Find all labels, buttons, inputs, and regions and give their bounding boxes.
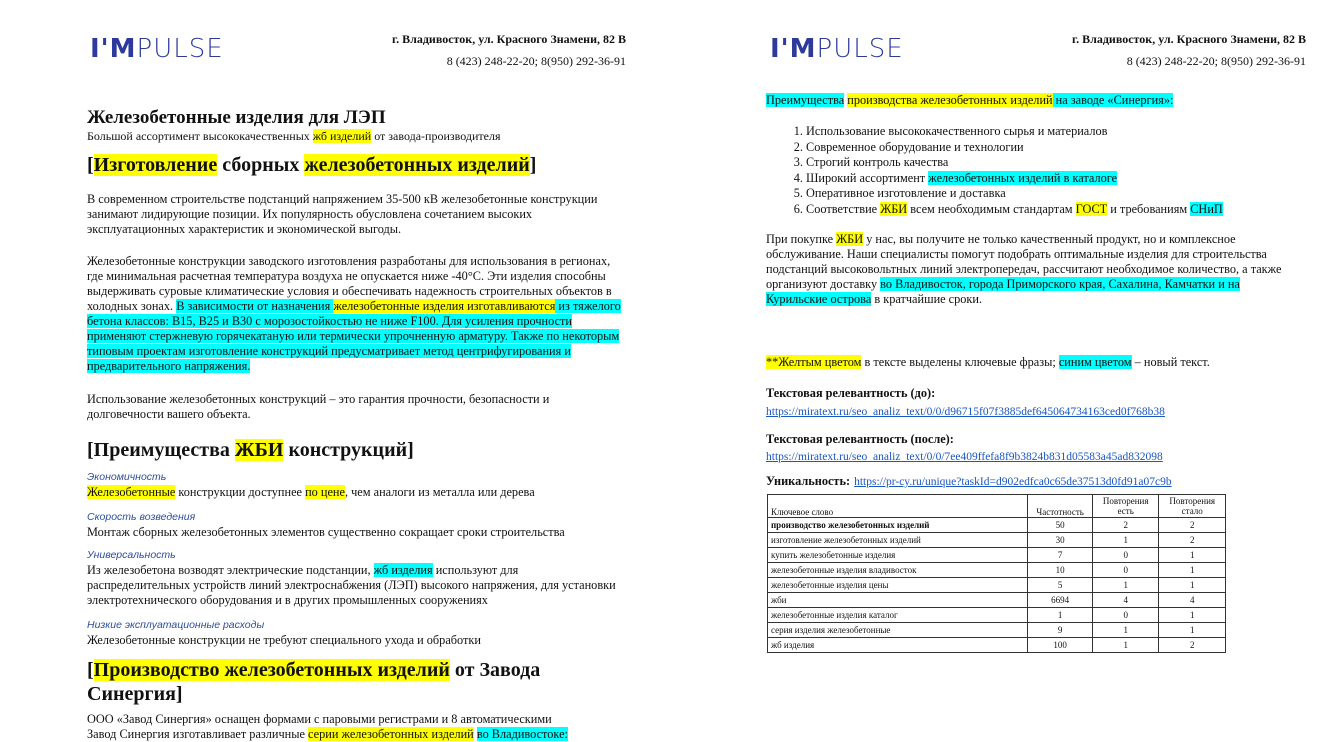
advantage-label: Низкие эксплуатационные расходы xyxy=(87,619,265,631)
cell-repeats-after: 1 xyxy=(1159,608,1226,623)
table-row xyxy=(768,548,1226,563)
uniqueness-link[interactable]: https://pr-cy.ru/unique?taskId=d902edfca0c65de37513d0fd91a07c9b xyxy=(854,476,1172,488)
section-heading-advantages: [Преимущества ЖБИ конструкций] xyxy=(87,439,414,461)
cell-frequency: 1 xyxy=(1028,608,1093,623)
paragraph-intro: В современном строительстве подстанций напряжением 35-500 кВ железобетонные конструкции занимают лидирующие позиции. Их популярность обусловлена сочетанием высоких эксплуатационных характеристик и экономической выгоды. xyxy=(87,192,598,236)
cell-keyword: жб изделия xyxy=(768,638,1028,653)
paragraph-conditions: Железобетонные конструкции заводского изготовления разработаны для использования в регионах, где минимальная расчетная температура воздуха не опускается ниже -40°С. Эти изделия способны выдерживать суровые климатические условия и обеспечивать надежность строительных объектов в холодных зонах. В зависимости от назначения железобетонные изделия изготавливаются из тяжелого бетона классов: В15, В25 и В30 с морозостойкостью не ниже F100. Для усиления прочности применяют стержневую горячекатаную или термически упрочненную арматуру. Также по некоторым типовым проектам изготовление конструкций предусматривает метод центрифугирования и предварительного напряжения. xyxy=(87,254,621,373)
advantage-label: Универсальность xyxy=(87,549,176,561)
cell-repeats-after: 1 xyxy=(1159,563,1226,578)
list-item: 6. Соответствие ЖБИ всем необходимым стандартам ГОСТ и требованиям СНиП xyxy=(806,202,1326,218)
cell-keyword: изготовление железобетонных изделий xyxy=(768,533,1028,548)
paragraph-guarantee: Использование железобетонных конструкций – это гарантия прочности, безопасности и долговечности вашего объекта. xyxy=(87,392,550,421)
section-heading-production: [Производство железобетонных изделий от Завода Синергия] xyxy=(87,659,541,705)
paragraph-purchase: При покупке ЖБИ у нас, вы получите не только качественный продукт, но и комплексное обслуживание. Наши специалисты помогут подобрать оптимальные изделия для строительства подстанций высоковольтных линий электропередач, рассчитают необходимое количество, а также организуют доставку во Владивосток, города Приморского края, Сахалина, Камчатки и на Курильские острова в кратчайшие сроки. xyxy=(766,232,1282,306)
advantage-text: Железобетонные конструкции не требуют специального ухода и обработки xyxy=(87,633,481,647)
column-header-frequency: Частотность xyxy=(1028,495,1093,518)
advantage-text: Из железобетона возводят электрические подстанции, жб изделия используют для распределительных устройств линий электроснабжения (ЛЭП) высокого напряжения, для установки электротехнического оборудования и в других промышленных сооружениях xyxy=(87,563,616,607)
relevance-before-label: Текстовая релевантность (до): xyxy=(766,386,936,400)
section-heading-manufacturing: [Изготовление сборных железобетонных изделий] xyxy=(87,154,537,176)
phones: 8 (423) 248-22-20; 8(950) 292-36-91 xyxy=(446,54,626,68)
cell-repeats-after: 4 xyxy=(1159,593,1226,608)
relevance-before-link[interactable]: https://miratext.ru/seo_analiz_text/0/0/d96715f07f3885def645064734163ced0f768b38 xyxy=(766,406,1165,418)
table-row xyxy=(768,533,1226,548)
table-row xyxy=(768,518,1226,533)
uniqueness-line: Уникальность: https://pr-cy.ru/unique?taskId=d902edfca0c65de37513d0fd91a07c9b xyxy=(766,474,1172,488)
cell-keyword: железобетонные изделия каталог xyxy=(768,608,1028,623)
cell-repeats-before: 0 xyxy=(1092,608,1159,623)
column-header-repeats-before: Повторения есть xyxy=(1092,495,1159,518)
list-item: 3. Строгий контроль качества xyxy=(806,155,1326,171)
cell-repeats-before: 4 xyxy=(1092,593,1159,608)
cell-repeats-after: 1 xyxy=(1159,548,1226,563)
cell-frequency: 10 xyxy=(1028,563,1093,578)
relevance-after-link-wrap xyxy=(766,447,1163,465)
cell-repeats-before: 0 xyxy=(1092,563,1159,578)
cell-keyword: железобетонные изделия владивосток xyxy=(768,563,1028,578)
cell-frequency: 6694 xyxy=(1028,593,1093,608)
company-logo: I'MPULSE xyxy=(90,34,224,64)
cell-repeats-before: 1 xyxy=(1092,578,1159,593)
paragraph-factory: ООО «Завод Синергия» оснащен формами с паровыми регистрами и 8 автоматическими Завод Синергия изготавливает различные серии железобетонных изделий во Владивостоке: xyxy=(87,712,568,741)
table-row xyxy=(768,638,1226,653)
column-header-repeats-after: Повторения стало xyxy=(1159,495,1226,518)
cell-repeats-before: 1 xyxy=(1092,623,1159,638)
table-row xyxy=(768,608,1226,623)
cell-frequency: 50 xyxy=(1028,518,1093,533)
table-row xyxy=(768,593,1226,608)
list-item: 5. Оперативное изготовление и доставка xyxy=(806,186,1326,202)
column-header-keyword: Ключевое слово xyxy=(768,495,1028,518)
document-subtitle: Большой ассортимент высококачественных жб изделий от завода-производителя xyxy=(87,129,501,143)
cell-repeats-after: 1 xyxy=(1159,623,1226,638)
company-logo: I'MPULSE xyxy=(770,34,904,64)
advantages-intro: Преимущества производства железобетонных изделий на заводе «Синергия»: xyxy=(766,93,1174,107)
cell-keyword: железобетонные изделия цены xyxy=(768,578,1028,593)
list-item: 2. Современное оборудование и технологии xyxy=(806,140,1326,156)
advantage-label: Экономичность xyxy=(87,471,167,483)
cell-frequency: 7 xyxy=(1028,548,1093,563)
cell-repeats-after: 2 xyxy=(1159,533,1226,548)
cell-repeats-after: 2 xyxy=(1159,638,1226,653)
cell-keyword: производство железобетонных изделий xyxy=(768,518,1028,533)
cell-frequency: 100 xyxy=(1028,638,1093,653)
advantages-list xyxy=(766,124,1326,217)
cell-keyword: купить железобетонные изделия xyxy=(768,548,1028,563)
address: г. Владивосток, ул. Красного Знамени, 82 В xyxy=(392,32,626,46)
list-item: 4. Широкий ассортимент железобетонных изделий в каталоге xyxy=(806,171,1326,187)
cell-repeats-before: 1 xyxy=(1092,533,1159,548)
cell-frequency: 9 xyxy=(1028,623,1093,638)
table-header-row xyxy=(768,495,1226,518)
cell-repeats-before: 2 xyxy=(1092,518,1159,533)
cell-repeats-after: 2 xyxy=(1159,518,1226,533)
table-row xyxy=(768,563,1226,578)
contact-block xyxy=(330,28,626,72)
cell-frequency: 5 xyxy=(1028,578,1093,593)
cell-repeats-before: 1 xyxy=(1092,638,1159,653)
advantage-text: Монтаж сборных железобетонных элементов существенно сокращает сроки строительства xyxy=(87,525,565,539)
address: г. Владивосток, ул. Красного Знамени, 82 В xyxy=(1072,32,1306,46)
relevance-after-label: Текстовая релевантность (после): xyxy=(766,432,954,446)
advantage-text: Железобетонные конструкции доступнее по цене, чем аналоги из металла или дерева xyxy=(87,485,535,499)
cell-repeats-after: 1 xyxy=(1159,578,1226,593)
keyword-table xyxy=(767,494,1226,653)
document-page-left xyxy=(0,0,670,741)
document-title: Железобетонные изделия для ЛЭП xyxy=(87,107,386,128)
relevance-before-link-wrap xyxy=(766,402,1165,420)
document-page-right xyxy=(680,0,1340,741)
table-row xyxy=(768,623,1226,638)
list-item: 1. Использование высококачественного сырья и материалов xyxy=(806,124,1326,140)
cell-frequency: 30 xyxy=(1028,533,1093,548)
cell-keyword: жби xyxy=(768,593,1028,608)
cell-keyword: серия изделия железобетонные xyxy=(768,623,1028,638)
phones: 8 (423) 248-22-20; 8(950) 292-36-91 xyxy=(1126,54,1306,68)
contact-block xyxy=(1010,28,1306,72)
relevance-after-link[interactable]: https://miratext.ru/seo_analiz_text/0/0/7ee409ffefa8f9b3824b831d05583a45ad832098 xyxy=(766,451,1163,463)
highlight-legend-note: **Желтым цветом в тексте выделены ключевые фразы; синим цветом – новый текст. xyxy=(766,355,1210,369)
advantage-label: Скорость возведения xyxy=(87,511,196,523)
cell-repeats-before: 0 xyxy=(1092,548,1159,563)
table-row xyxy=(768,578,1226,593)
